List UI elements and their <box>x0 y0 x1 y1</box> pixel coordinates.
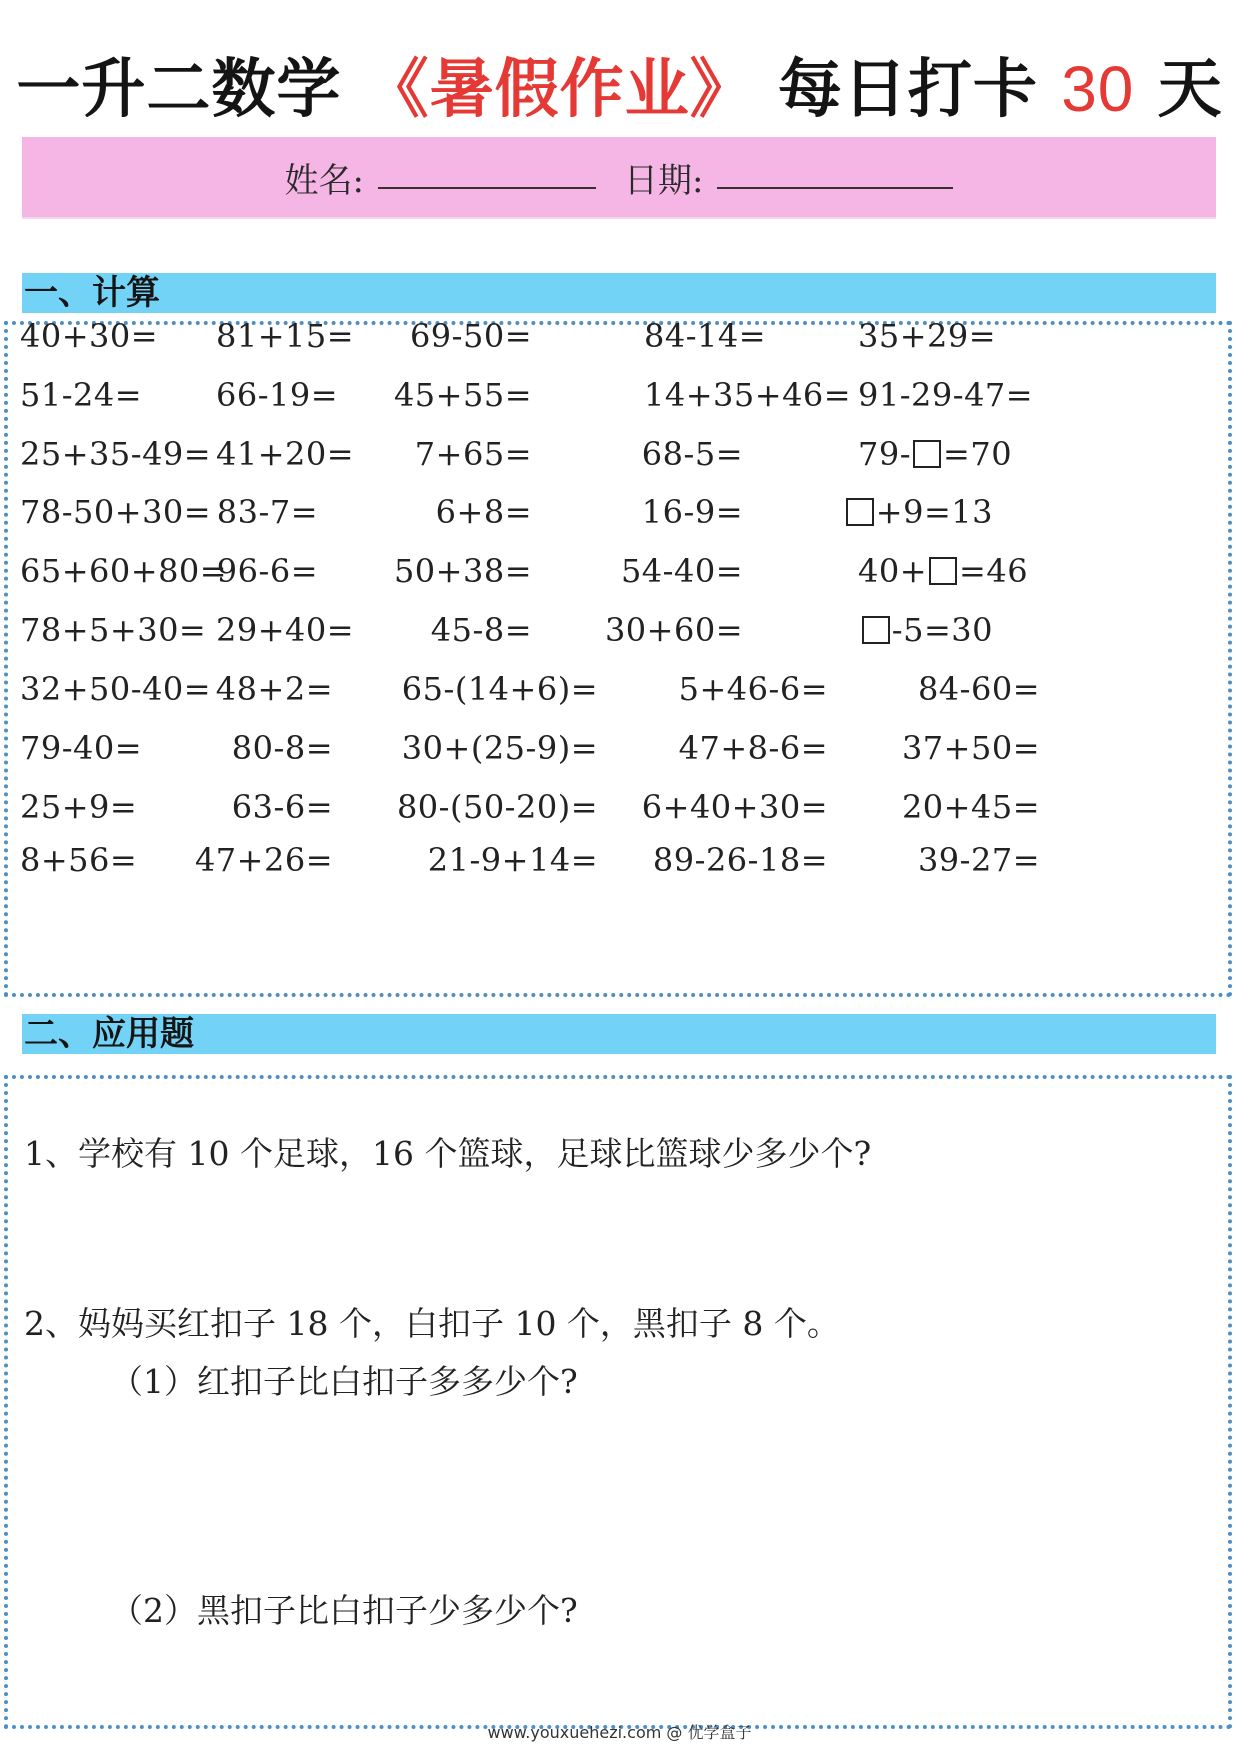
calc-problem: 39-27= <box>917 841 1040 879</box>
calc-problem: 21-9+14= <box>427 841 598 879</box>
footer-watermark: www.youxuehezi.com @ 优学盒子 <box>487 1723 752 1742</box>
title-suffix: 天 <box>1157 53 1223 127</box>
calc-problem: 30+60= <box>604 611 743 649</box>
calc-problem: 91-29-47= <box>858 376 1034 414</box>
calc-problem: 20+45= <box>901 788 1040 826</box>
name-date-row <box>22 137 1216 217</box>
name-blank-line[interactable] <box>378 187 596 189</box>
calc-problem: 6+40+30= <box>641 788 828 826</box>
calc-problem: 96-6= <box>216 552 318 590</box>
calc-problem: 80-8= <box>231 729 333 767</box>
calc-problem: 32+50-40= <box>20 670 212 708</box>
calc-problem: 25+9= <box>20 788 138 826</box>
calc-problem: 6+8= <box>435 493 532 531</box>
calculation-box <box>4 317 1232 997</box>
calc-problem: 79-40= <box>20 729 143 767</box>
word-problem-2-part-1: （1）红扣子比白扣子多多少个? <box>110 1362 578 1401</box>
calc-problem: 47+26= <box>194 841 333 879</box>
calc-problem: 45+55= <box>393 376 532 414</box>
calc-problem: 48+2= <box>215 670 333 708</box>
word-problems-box <box>4 1075 1232 1729</box>
title-mid: 每日打卡 <box>777 53 1038 127</box>
calc-problem: 30+(25-9)= <box>401 729 598 767</box>
calc-problem: 16-9= <box>641 493 743 531</box>
calc-problem: 63-6= <box>231 788 333 826</box>
calc-problem: 66-19= <box>216 376 339 414</box>
calc-problem: 14+35+46= <box>644 376 852 414</box>
calc-problem: 81+15= <box>216 317 355 355</box>
calc-problem: 47+8-6= <box>678 729 828 767</box>
calc-problem: 69-50= <box>409 317 532 355</box>
calc-problem: 40+30= <box>20 317 159 355</box>
calc-problem: 78-50+30= <box>20 493 212 531</box>
calc-problem: 68-5= <box>641 435 743 473</box>
title-prefix: 一升二数学 <box>16 53 342 127</box>
calc-problem: 41+20= <box>216 435 355 473</box>
word-problem-2: 2、妈妈买红扣子 18 个，白扣子 10 个，黑扣子 8 个。 <box>24 1304 840 1343</box>
word-problem-1: 1、学校有 10 个足球，16 个篮球，足球比篮球少多少个? <box>24 1134 872 1173</box>
calc-problem: 65-(14+6)= <box>401 670 598 708</box>
name-label: 姓名: <box>284 160 364 201</box>
calc-problem: 80-(50-20)= <box>396 788 598 826</box>
blank-box[interactable] <box>862 616 890 644</box>
name-date-band <box>22 137 1216 219</box>
calc-problem: +9=13 <box>844 493 993 531</box>
calc-problem: 84-60= <box>917 670 1040 708</box>
title-number: 30 <box>1061 53 1135 125</box>
calc-problem: 54-40= <box>620 552 743 590</box>
date-label: 日期: <box>624 160 704 201</box>
page-title <box>0 38 1239 130</box>
calc-problem: 7+65= <box>414 435 532 473</box>
calc-problem: 50+38= <box>393 552 532 590</box>
calc-problem: 40+ =46 <box>858 552 1029 590</box>
calc-problem: 84-14= <box>644 317 767 355</box>
calc-problem: 5+46-6= <box>678 670 828 708</box>
title-highlight: 《暑假作业》 <box>364 53 755 127</box>
calc-problem: 65+60+80= <box>20 552 228 590</box>
calc-problem: 35+29= <box>858 317 997 355</box>
blank-box[interactable] <box>913 440 941 468</box>
calc-problem: 83-7= <box>216 493 318 531</box>
calc-problem: 79- =70 <box>858 435 1013 473</box>
section-heading-calculation: 一、计算 <box>22 273 1216 313</box>
blank-box[interactable] <box>929 557 957 585</box>
calc-problem: 8+56= <box>20 841 138 879</box>
calc-problem: 37+50= <box>901 729 1040 767</box>
calc-problem: 45-8= <box>430 611 532 649</box>
calc-problem: 25+35-49= <box>20 435 212 473</box>
date-blank-line[interactable] <box>717 187 953 189</box>
calc-problem: 51-24= <box>20 376 143 414</box>
word-problem-2-part-2: （2）黑扣子比白扣子少多少个? <box>110 1591 578 1630</box>
calc-problem: 89-26-18= <box>652 841 828 879</box>
calc-problem: -5=30 <box>860 611 993 649</box>
section-heading-word-problems: 二、应用题 <box>22 1014 1216 1054</box>
calc-problem: 29+40= <box>216 611 355 649</box>
blank-box[interactable] <box>846 498 874 526</box>
calc-problem: 78+5+30= <box>20 611 207 649</box>
